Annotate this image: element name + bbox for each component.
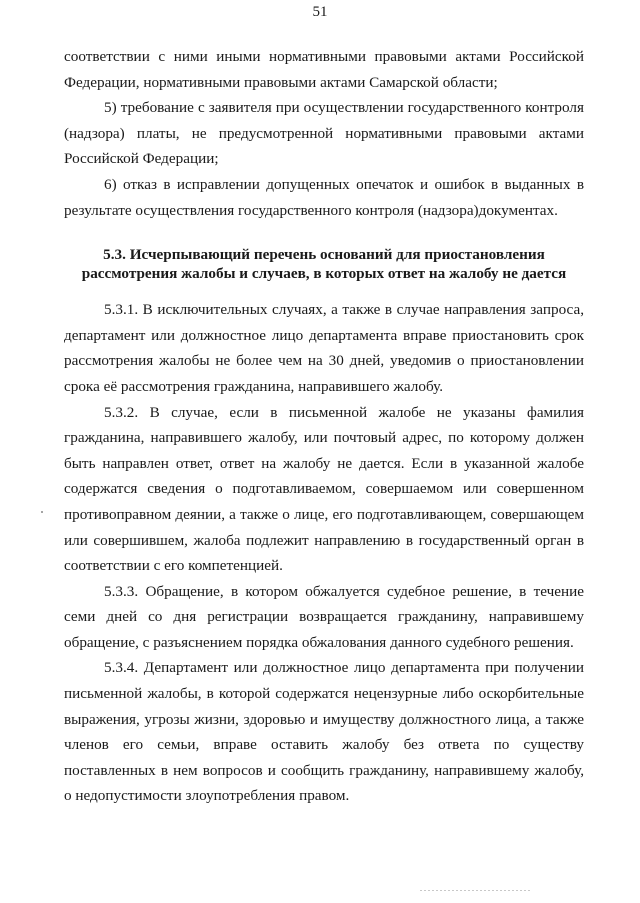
clause-5-3-4: 5.3.4. Департамент или должностное лицо департамента при получении письменной жалобы, в которой содержатся нецензурные либо оскорбительные выражения, угрозы жизни, здоровью и имуществу должностного лица, а также членов его семьи, вправе оставить жалобу без ответа по существу поставленных в нем вопросов и сообщить гражданину, направившему жалобу, о недопустимости злоупотребления правом. [64,659,584,805]
clause-5-3-2: 5.3.2. В случае, если в письменной жалобе не указаны фамилия гражданина, направившего жалобу, или почтовый адрес, по которому должен быть направлен ответ, ответ на жалобу не дается. Если в указанной жалобе содержатся сведения о подготавливаемом, совершаемом или совершенном противоправном деянии, а также о лице, его подготавливающем, совершающем или совершившем, жалоба подлежит направлению в государственный орган в соответствии с его компетенцией. [64,403,584,575]
clause-5-3-1: 5.3.1. В исключительных случаях, а также в случае направления запроса, департамент или должностное лицо департамента вправе приостановить срок рассмотрения жалобы не более чем на 30 дней, уведомив о приостановлении срока её рассмотрения гражданина, направившего жалобу. [64,301,584,395]
page-number: 51 [312,4,328,20]
paragraph-continuation: соответствии с ними иными нормативными правовыми актами Российской Федерации, нормативными правовыми актами Самарской области; [64,48,584,91]
document-body [64,44,584,809]
section-heading: 5.3. Исчерпывающий перечень оснований для приостановления рассмотрения жалобы и случаев, в которых ответ на жалобу не дается [81,246,567,283]
scan-speck [41,511,43,513]
list-item-6: 6) отказ в исправлении допущенных опечаток и ошибок в выданных в результате осуществления государственного контроля (надзора)документах. [64,175,584,219]
scan-artifact-line [420,890,530,891]
clause-5-3-3: 5.3.3. Обращение, в котором обжалуется судебное решение, в течение семи дней со дня регистрации возвращается гражданину, направившему обращение, с разъяснением порядка обжалования данного судебного решения. [64,582,584,651]
list-item-5: 5) требование с заявителя при осуществлении государственного контроля (надзора) платы, не предусмотренной нормативными правовыми актами Российской Федерации; [64,99,584,168]
